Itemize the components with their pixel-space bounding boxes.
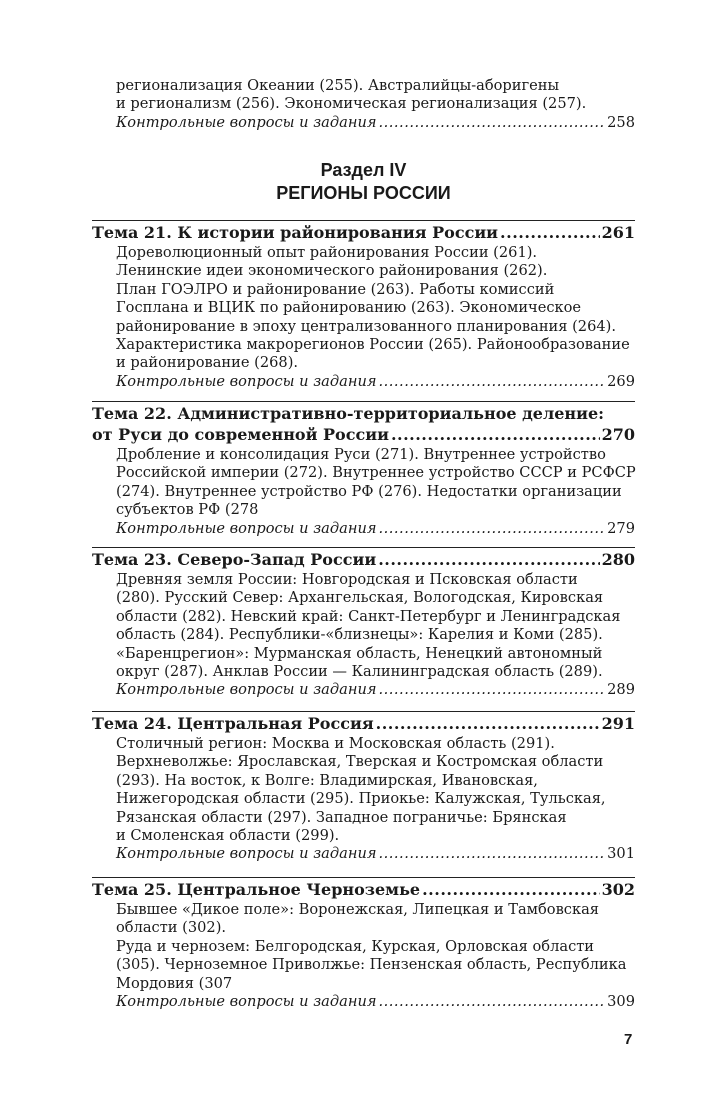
topic-title[interactable]	[92, 549, 635, 570]
toc-entry-questions[interactable]	[92, 993, 635, 1011]
dot-leader	[379, 681, 606, 699]
dot-leader	[379, 845, 606, 863]
toc-entry-questions[interactable]	[92, 681, 635, 699]
dot-leader	[379, 114, 606, 132]
section-number: Раздел IV	[320, 160, 407, 180]
page-ref: 280	[601, 550, 635, 569]
topic-line: области (302).	[116, 919, 227, 937]
questions-label: Контрольные вопросы и задания	[116, 519, 377, 537]
dot-leader	[500, 222, 600, 243]
topic-block	[92, 220, 635, 391]
divider	[92, 711, 635, 712]
page-ref: 279	[607, 519, 635, 537]
page-number: 7	[624, 1031, 633, 1048]
divider	[92, 220, 635, 221]
questions-label: Контрольные вопросы и задания	[116, 681, 377, 699]
topic-line: Характеристика макрорегионов России (265). Районообразование	[116, 336, 630, 354]
topic-line: и районирование (268).	[116, 354, 299, 372]
questions-label: Контрольные вопросы и задания	[116, 113, 377, 131]
section-heading	[92, 159, 635, 205]
toc-entry-questions[interactable]	[92, 845, 635, 863]
topic-line: (274). Внутреннее устройство РФ (276). Недостатки организации	[116, 482, 622, 500]
intro-line: регионализация Океании (255). Австралийцы-аборигены	[116, 77, 560, 94]
page-ref: 258	[607, 113, 635, 131]
topic-title[interactable]	[92, 879, 635, 900]
page-ref: 309	[607, 993, 635, 1011]
dot-leader	[379, 993, 606, 1011]
page-ref: 301	[607, 845, 635, 863]
topic-block	[92, 711, 635, 864]
toc-entry-questions[interactable]	[92, 114, 635, 132]
page-ref: 269	[607, 372, 635, 390]
page-ref: 270	[601, 425, 635, 444]
divider	[92, 547, 635, 548]
topic-line: «Баренцрегион»: Мурманская область, Ненецкий автономный	[116, 644, 603, 662]
topic-line: (280). Русский Север: Архангельская, Вологодская, Кировская	[116, 589, 604, 607]
topic-line: округ (287). Анклав России — Калининградская область (289).	[116, 663, 603, 681]
topic-title[interactable]	[92, 222, 635, 243]
topic-line: Дробление и консолидация Руси (271). Внутреннее устройство	[116, 446, 606, 463]
topic-title[interactable]	[92, 713, 635, 734]
topic-title-text: Тема 23. Северо-Запад России	[92, 550, 377, 569]
dot-leader	[379, 520, 606, 538]
section-title: РЕГИОНЫ РОССИИ	[276, 183, 451, 203]
topic-line: Российской империи (272). Внутреннее устройство СССР и РСФСР	[116, 464, 636, 482]
topic-line: Ленинские идеи экономического районирования (262).	[116, 262, 548, 280]
page-ref: 289	[607, 681, 635, 699]
divider	[92, 877, 635, 878]
topic-title-text: Тема 21. К истории районирования России	[92, 223, 499, 242]
topic-line: (305). Черноземное Приволжье: Пензенская область, Республика	[116, 956, 627, 974]
topic-title-text: Тема 24. Центральная Россия	[92, 714, 374, 733]
topic-block	[92, 877, 635, 1011]
topic-title-line[interactable]: Тема 22. Административно-территориальное деление:	[92, 404, 605, 423]
page-ref: 291	[601, 714, 635, 733]
topic-block	[92, 401, 635, 538]
topic-line: Бывшее «Дикое поле»: Воронежская, Липецкая и Тамбовская	[116, 901, 600, 918]
topic-line: (293). На восток, к Волге: Владимирская, Ивановская,	[116, 771, 538, 789]
topic-line: субъектов РФ (278	[116, 501, 259, 519]
topic-line: области (282). Невский край: Санкт-Петербург и Ленинградская	[116, 607, 621, 625]
dot-leader	[378, 549, 599, 570]
page-ref: 261	[601, 223, 635, 242]
topic-title-text: Тема 25. Центральное Черноземье	[92, 880, 421, 899]
questions-label: Контрольные вопросы и задания	[116, 372, 377, 390]
toc-entry-questions[interactable]	[92, 373, 635, 391]
topic-line: область (284). Республики-«близнецы»: Карелия и Коми (285).	[116, 626, 603, 644]
topic-line: районирование в эпоху централизованного планирования (264).	[116, 317, 616, 335]
dot-leader	[422, 879, 599, 900]
topic-title-text: от Руси до современной России	[92, 425, 389, 444]
intro-line: и регионализм (256). Экономическая регионализация (257).	[116, 95, 587, 113]
dot-leader	[391, 424, 600, 445]
topic-line: Руда и чернозем: Белгородская, Курская, Орловская области	[116, 937, 595, 955]
topic-line: Госплана и ВЦИК по районированию (263). Экономическое	[116, 299, 582, 317]
toc-entry-questions[interactable]	[92, 520, 635, 538]
topic-title[interactable]	[92, 424, 635, 445]
topic-line: Мордовия (307	[116, 974, 233, 992]
topic-line: Рязанская области (297). Западное пограничье: Брянская	[116, 808, 567, 826]
dot-leader	[376, 713, 600, 734]
dot-leader	[379, 373, 606, 391]
topic-line: Верхневолжье: Ярославская, Тверская и Костромская области	[116, 753, 604, 771]
topic-line: Столичный регион: Москва и Московская область (291).	[116, 735, 555, 752]
topic-block	[92, 547, 635, 700]
intro-block	[92, 77, 635, 132]
topic-line: и Смоленская области (299).	[116, 827, 340, 845]
page-ref: 302	[601, 880, 635, 899]
divider	[92, 401, 635, 402]
topic-line: План ГОЭЛРО и районирование (263). Работы комиссий	[116, 280, 555, 298]
questions-label: Контрольные вопросы и задания	[116, 845, 377, 863]
topic-line: Дореволюционный опыт районирования России (261).	[116, 244, 538, 261]
questions-label: Контрольные вопросы и задания	[116, 993, 377, 1011]
topic-line: Древняя земля России: Новгородская и Псковская области	[116, 571, 578, 588]
topic-line: Нижегородская области (295). Приокье: Калужская, Тульская,	[116, 790, 606, 808]
